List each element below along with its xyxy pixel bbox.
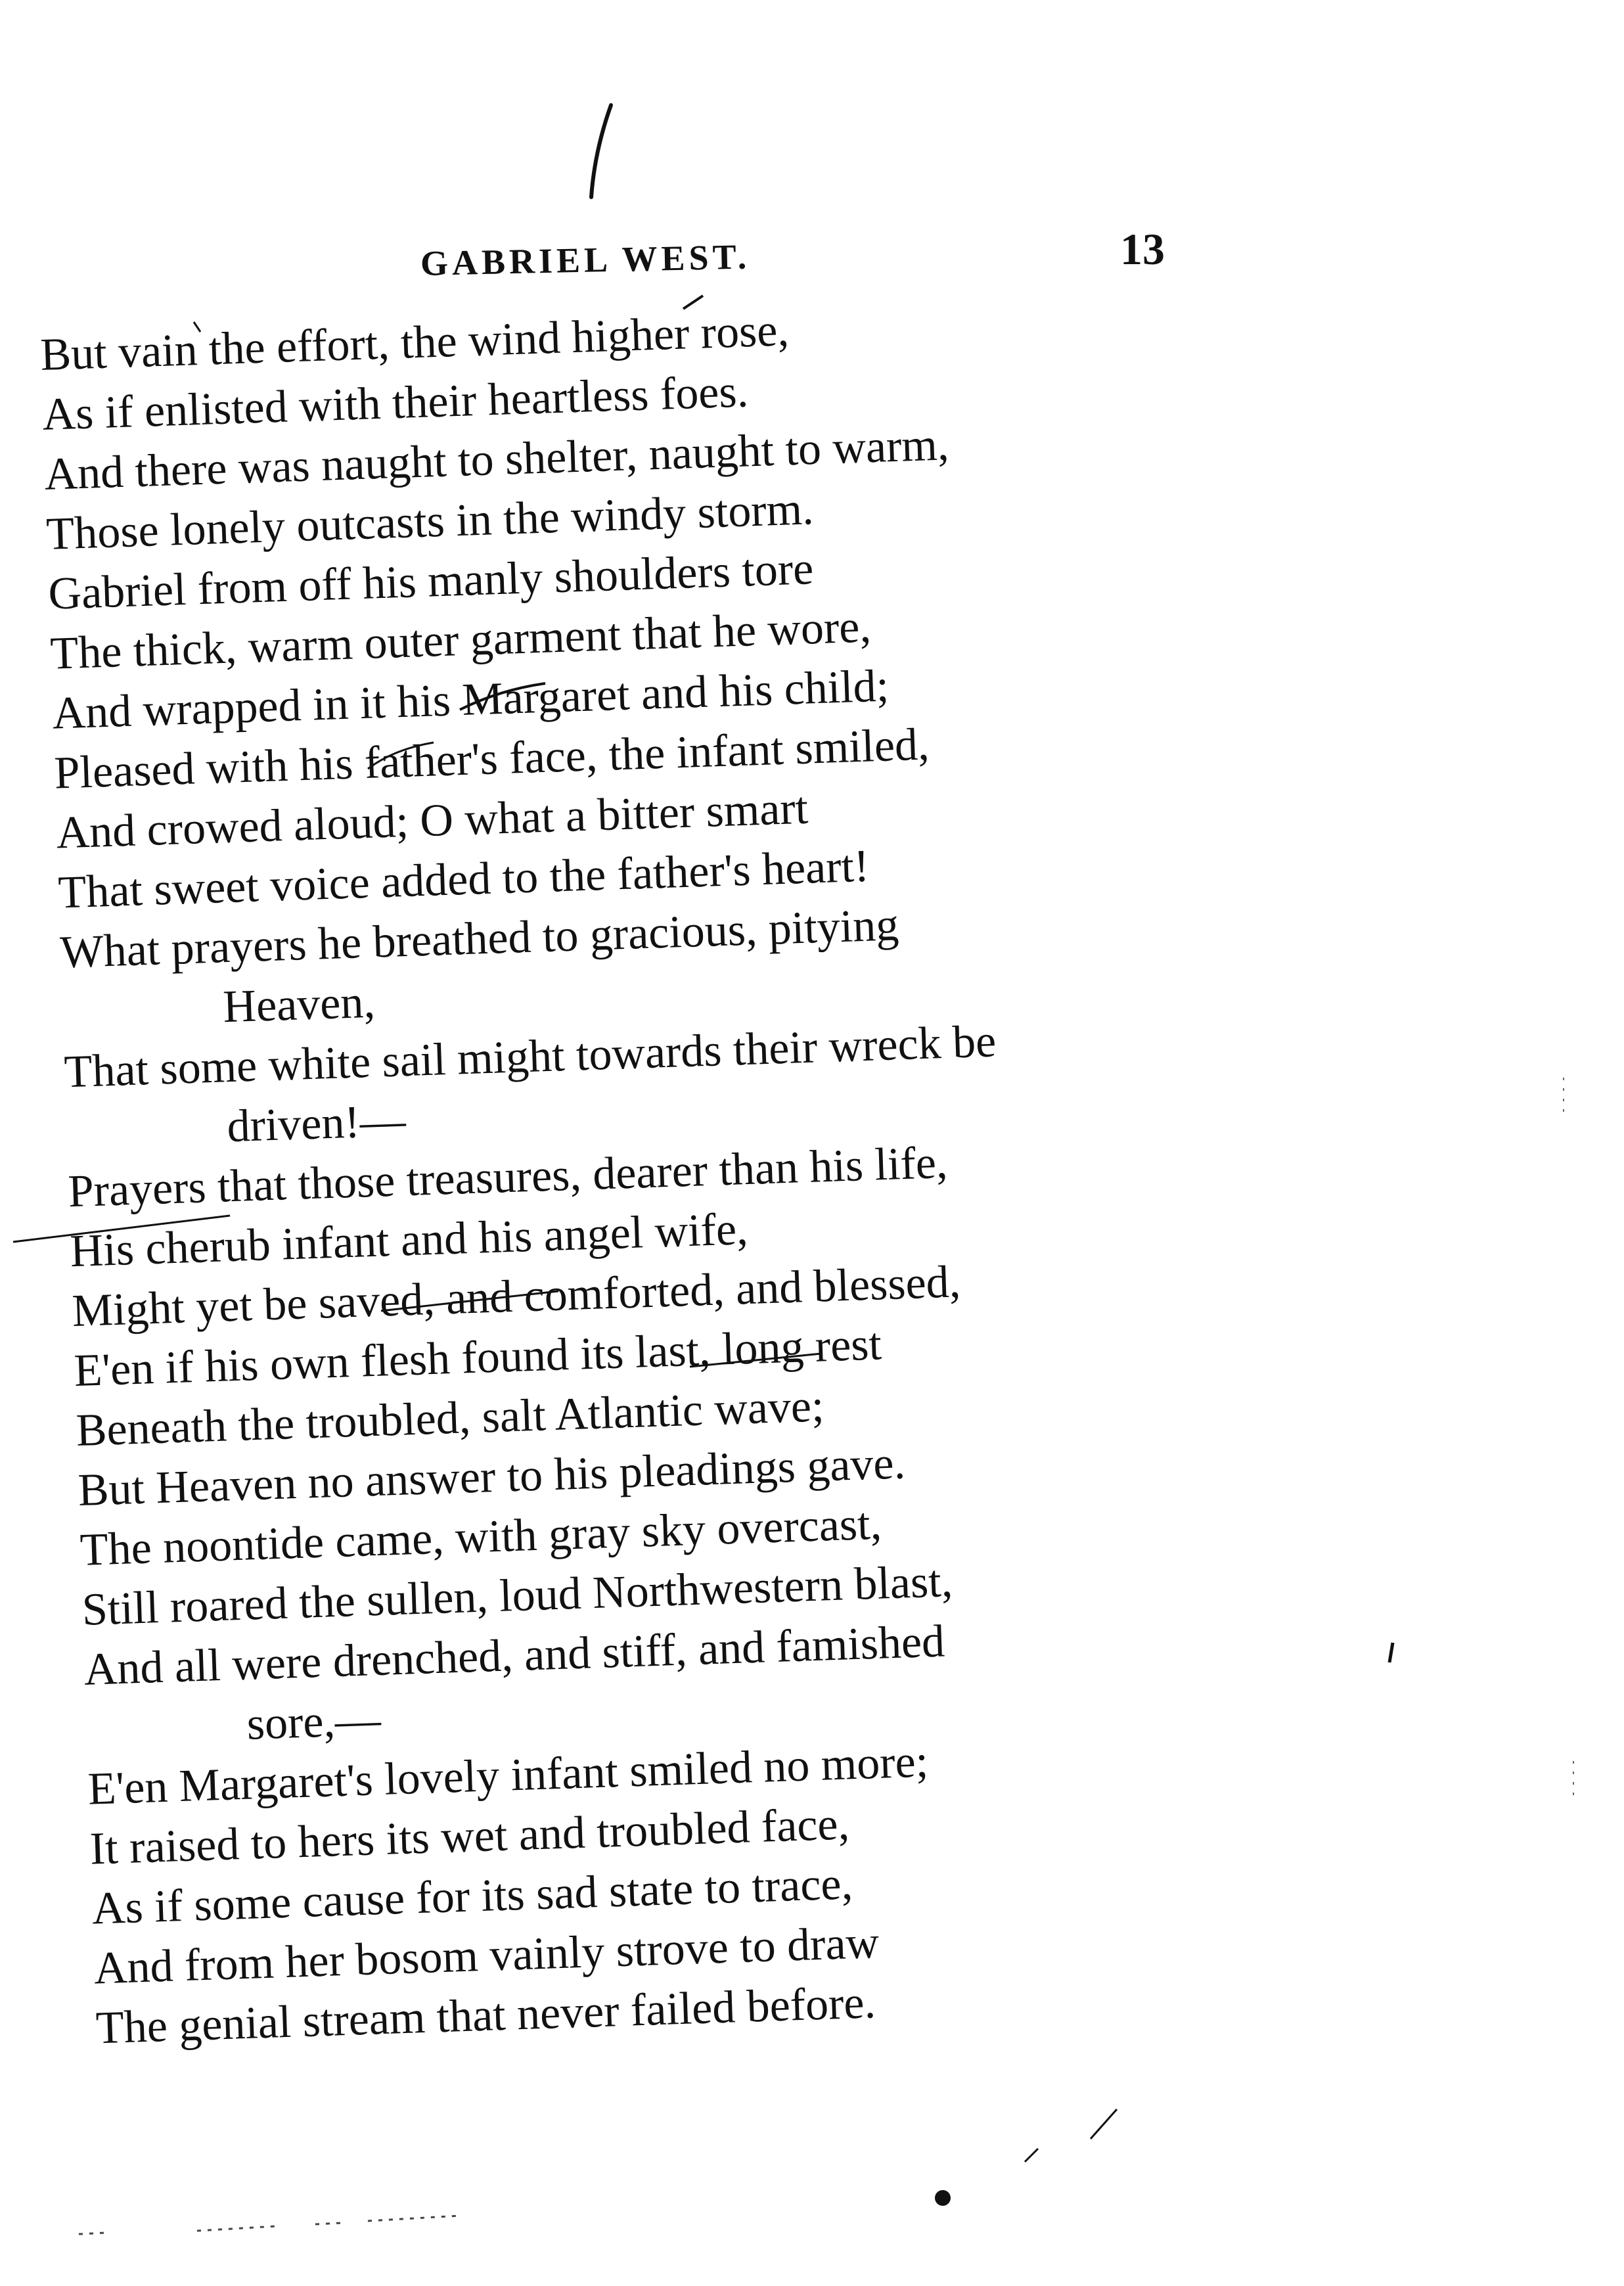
- poem-line: But vain the effort, the wind higher rose,: [39, 305, 790, 380]
- poem-line: And all were drenched, and stiff, and famished: [83, 1616, 946, 1695]
- poem-line: E'en if his own flesh found its last, long rest: [73, 1319, 883, 1397]
- page-number: 13: [1120, 224, 1165, 274]
- poem-line: As if enlisted with their heartless foes.: [41, 366, 750, 440]
- poem-line: But Heaven no answer to his pleadings gave.: [77, 1438, 907, 1517]
- poem-line: sore,—: [246, 1694, 382, 1750]
- poem-line: Still roared the sullen, loud Northwestern blast,: [81, 1555, 954, 1635]
- poem-line: His cherub infant and his angel wife,: [69, 1204, 749, 1277]
- running-title: GABRIEL WEST.: [420, 237, 751, 283]
- page-header: [0, 223, 1624, 296]
- poem-line: Might yet be saved, and comforted, and blessed,: [71, 1256, 962, 1337]
- poem-text: [39, 283, 1384, 2059]
- poem-line: Prayers that those treasures, dearer than his life,: [67, 1137, 949, 1218]
- poem-line: And wrapped in it his Margaret and his child;: [51, 660, 890, 739]
- poem-line: The noontide came, with gray sky overcast,: [79, 1498, 883, 1576]
- poem-line: E'en Margaret's lovely infant smiled no more;: [87, 1736, 930, 1815]
- poem-line: Those lonely outcasts in the windy storm.: [45, 484, 815, 560]
- poem-line: As if some cause for its sad state to trace,: [91, 1858, 854, 1934]
- poem-line: What prayers he breathed to gracious, pitying: [59, 900, 900, 978]
- poem-line: The genial stream that never failed before.: [95, 1977, 877, 2054]
- poem-line: The thick, warm outer garment that he wore,: [49, 601, 872, 679]
- poem-line: Pleased with his father's face, the infant smiled,: [53, 719, 930, 799]
- poem-line: Beneath the troubled, salt Atlantic wave;: [75, 1381, 825, 1457]
- poem-line: That some white sail might towards their wreck be: [63, 1016, 997, 1098]
- poem-line: That sweet voice added to the father's heart!: [57, 840, 870, 919]
- poem-line: Gabriel from off his manly shoulders tore: [47, 543, 815, 620]
- poem-line: Heaven,: [222, 976, 376, 1033]
- poem-line: driven!—: [226, 1095, 407, 1153]
- poem-line: And from her bosom vainly strove to draw: [93, 1917, 880, 1994]
- poem-line: It raised to hers its wet and troubled face,: [89, 1798, 851, 1875]
- poem-line: And there was naught to shelter, naught to warm,: [43, 419, 950, 500]
- poem-line: And crowed aloud; O what a bitter smart: [55, 783, 809, 859]
